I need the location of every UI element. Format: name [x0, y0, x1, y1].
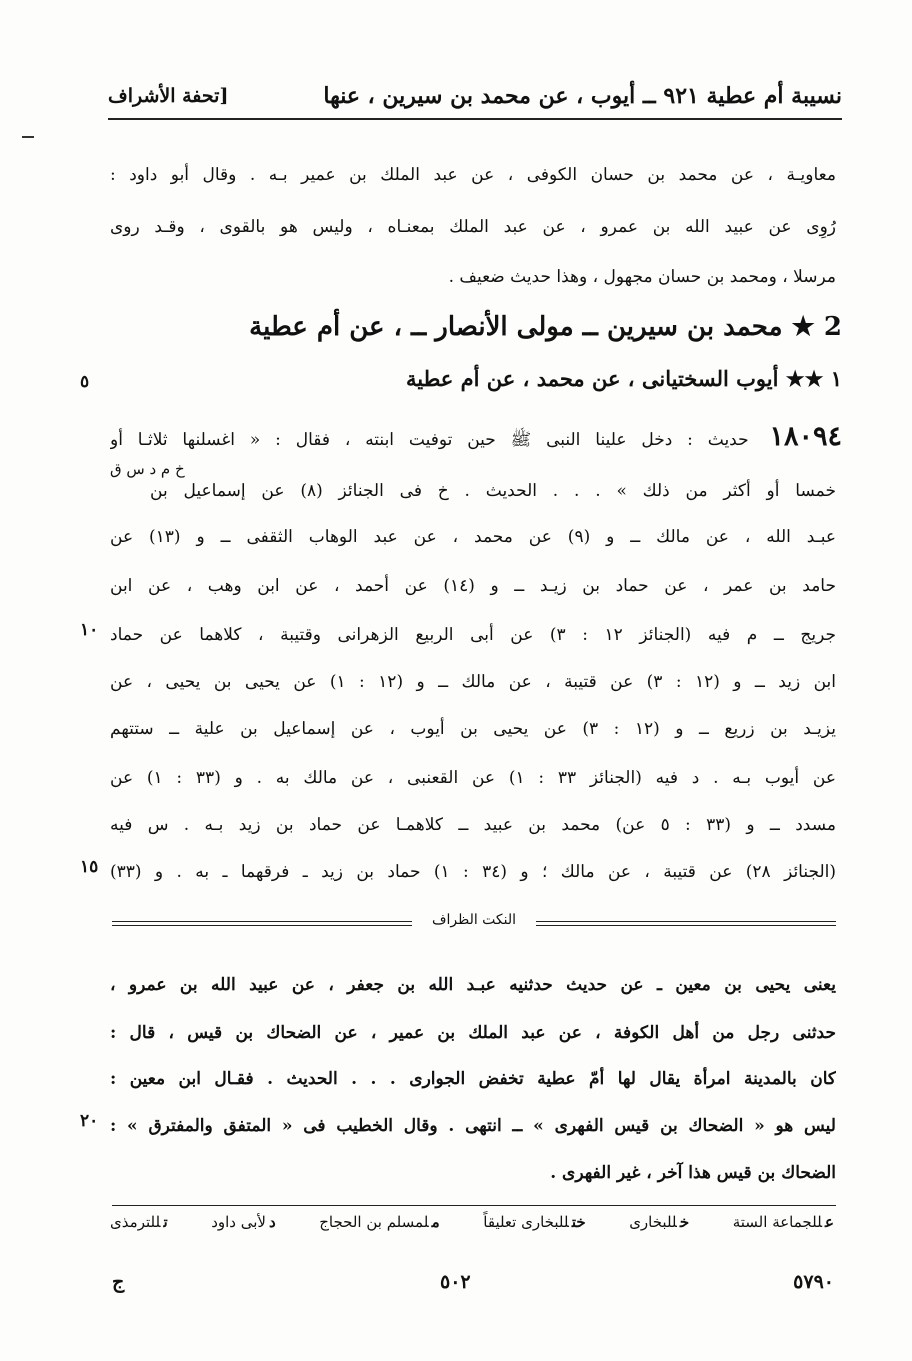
- intro-line: معاويـة ، عن محمد بن حسان الكوفى ، عن عبد الملك بن عمير بـه . وقال أبو داود :: [110, 165, 836, 185]
- note-line: حدثنى رجل من أهل الكوفة ، عن عبد الملك بن عمير ، عن الضحاك بن قيس ، قال :: [110, 1023, 836, 1043]
- hadith-line: يزيـد بن زريع ــ و (١٢ : ٣) عن يحيى بن أيوب ، عن إسماعيل بن علية ــ ستتهم: [110, 719, 836, 739]
- hadith-line: خمسا أو أكثر من ذلك » . . . الحديث . خ فى الجنائز (٨) عن إسماعيل بن: [150, 481, 836, 501]
- divider-label: النكت الظراف: [431, 912, 517, 928]
- page-number: ٥٠٢: [440, 1271, 471, 1293]
- hadith-line: عبـد الله ، عن مالك ــ و (٩) عن محمد ، عن عبد الوهاب الثقفى ــ و (١٣) عن: [110, 527, 836, 547]
- note-line: كان بالمدينة امرأة يقال لها أمّ عطية تخفض الجوارى . . . الحديث . فقـال ابن معين :: [110, 1069, 836, 1089]
- margin-tick: [22, 136, 34, 138]
- hadith-line: جريج ــ م فيه (الجنائز ١٢ : ٣) عن أبى الربيع الزهرانى وقتيبة ، كلاهما عن حماد: [110, 625, 836, 645]
- sources-tag: خ م د س ق: [110, 460, 185, 478]
- hadith-line: حامد بن عمر ، عن حماد بن زيـد ــ و (١٤) عن أحمد ، عن ابن وهب ، عن ابن: [110, 576, 836, 596]
- legend-item: ملمسلم بن الحجاج: [319, 1213, 440, 1231]
- running-title: نسيبة أم عطية ٩٢١ ــ أيوب ، عن محمد بن سيرين ، عنها: [323, 83, 842, 109]
- hadith-line: (الجنائز ٢٨) عن قتيبة ، عن مالك ؛ و (٣٤ : ١) حماد بن زيد ـ فرقهما ـ به . و (٣٣): [110, 862, 836, 882]
- margin-line-number: ٢٠: [80, 1111, 99, 1131]
- legend-item: عللجماعة الستة: [732, 1213, 834, 1231]
- hadith-number: ١٨٠٩٤: [769, 422, 842, 452]
- legend-item: تللترمذى: [110, 1213, 168, 1231]
- margin-line-number: ١٠: [80, 620, 99, 640]
- intro-line: رُوِى عن عبيد الله بن عمرو ، عن عبد الملك بمعنـاه ، وليس هو بالقوى ، وقـد روى: [110, 217, 836, 237]
- footnote-rule: [112, 1205, 836, 1206]
- hadith-line-first: [110, 422, 842, 455]
- abbreviation-legend: [110, 1213, 834, 1231]
- subsection-heading: ١ ★★ أيوب السختيانى ، عن محمد ، عن أم عطية: [405, 366, 842, 391]
- book-title: [تحفة الأشراف: [108, 85, 229, 107]
- hadith-line: عن أيوب بـه . د فيه (الجنائز ٣٣ : ١) عن القعنبى ، عن مالك به . و (٣٣ : ١) عن: [110, 768, 836, 788]
- intro-line: مرسلا ، ومحمد بن حسان مجهول ، وهذا حديث ضعيف .: [448, 267, 836, 287]
- signature-mark: ج: [112, 1271, 125, 1293]
- note-line: ليس هو « الضحاك بن قيس الفهرى » ــ انتهى . وقال الخطيب فى « المتفق والمفترق » :: [110, 1116, 836, 1136]
- hadith-line: مسدد ــ و (٣٣ : ٥ عن) محمد بن عبيد ــ كلاهمـا عن حماد بن زيد بـه . س فيه: [110, 815, 836, 835]
- divider-rule-right: [536, 921, 836, 926]
- divider-rule-left: [112, 921, 412, 926]
- margin-line-number: ٥: [80, 372, 90, 392]
- hadith-line: حديث : دخل علينا النبى ﷺ حين توفيت ابنته ، فقال : « اغسلنها ثلاثـا أو: [110, 430, 749, 450]
- chapter-heading: 2 ★ محمد بن سيرين ــ مولى الأنصار ــ ، عن أم عطية: [249, 312, 842, 342]
- note-line: الضحاك بن قيس هذا آخر ، غير الفهرى .: [550, 1163, 836, 1183]
- note-line: يعنى يحيى بن معين ـ عن حديث حدثنيه عبـد الله بن جعفر ، عن عبيد الله بن عمرو ،: [110, 975, 836, 995]
- legend-item: ختللبخارى تعليقاً: [483, 1213, 586, 1231]
- section-divider: [112, 914, 836, 936]
- legend-item: خللبخارى: [629, 1213, 690, 1231]
- legend-item: دلأبى داود: [211, 1213, 276, 1231]
- code-number: ٥٧٩٠: [793, 1271, 834, 1293]
- margin-line-number: ١٥: [80, 857, 99, 877]
- hadith-line: ابن زيد ــ و (١٢ : ٣) عن قتيبة ، عن مالك ــ و (١٢ : ١) عن يحيى بن يحيى ، عن: [110, 672, 836, 692]
- page-header: [108, 74, 842, 120]
